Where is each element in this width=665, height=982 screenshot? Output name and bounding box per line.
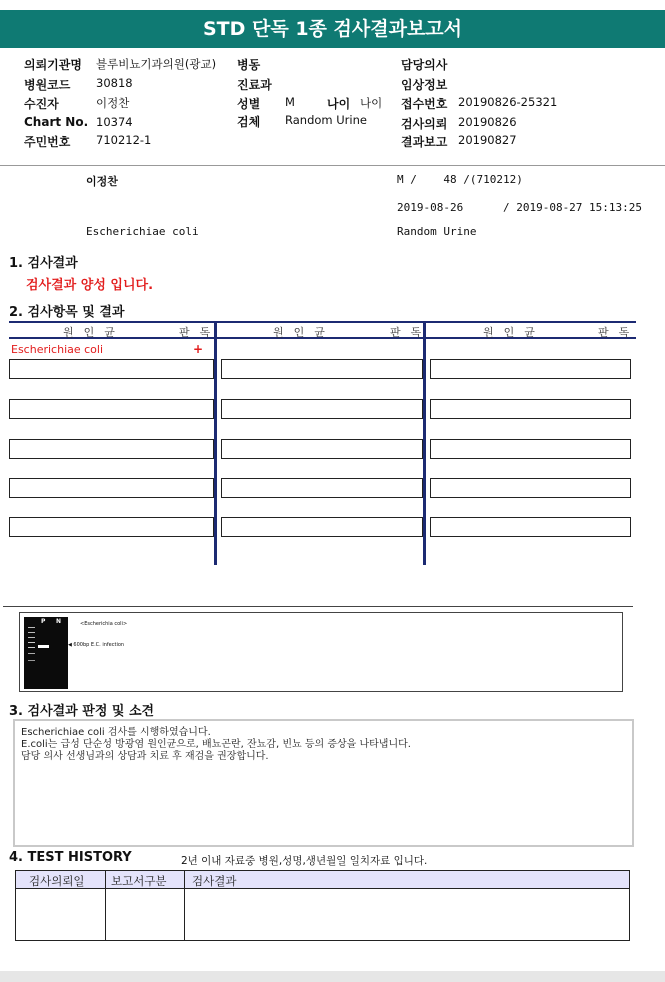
result-cell [9,517,214,537]
code-label: 병원코드 [24,78,71,92]
request-value: 20190826 [458,115,517,129]
patient-name-line: 이정찬 [86,175,118,188]
result-cell [221,478,423,498]
rrn-value: 710212-1 [96,133,152,147]
positive-band [38,645,49,648]
result-cell [221,399,423,419]
col-pathogen-header: 원인균 [63,326,125,339]
result-cell [9,359,214,379]
history-col-report-type: 보고서구분 [111,874,167,888]
col-pathogen-header: 원인균 [483,326,545,339]
col-judge-header: 판독 [598,326,640,339]
opinion-box [13,719,634,847]
age-value: 나이 [360,96,383,110]
chart-value: 10374 [96,115,133,129]
col-pathogen-header: 원인균 [273,326,335,339]
patient-sex-age: M / 48 /(710212) [397,173,523,186]
result-cell [9,478,214,498]
opinion-line: Escherichiae coli 검사를 시행하였습니다. [21,727,211,738]
rrn-label: 주민번호 [24,135,71,149]
page-footer [0,971,665,982]
result-cell [9,399,214,419]
column-divider [423,321,426,565]
result-cell [221,439,423,459]
report-value: 20190827 [458,133,517,147]
history-table [15,870,630,941]
code-value: 30818 [96,76,133,90]
lane-p-label: P [41,618,46,625]
receipt-value: 20190826-25321 [458,95,558,109]
col-judge-header: 판독 [179,326,221,339]
chart-label: Chart No. [24,115,89,129]
results-table [9,321,640,565]
sex-value: M [285,95,295,109]
dept-label: 진료과 [237,78,272,92]
history-col-result: 검사결과 [192,874,237,888]
result-cell [221,517,423,537]
patient-value: 이정찬 [96,96,130,110]
history-col-divider [184,871,185,940]
result-cell [430,359,631,379]
patient-info-block [0,48,665,166]
hospital-value: 블루비뇨기과의원(광교) [96,57,217,71]
result-cell [9,439,214,459]
result-cell [430,399,631,419]
specimen-label: 검체 [237,115,261,129]
lane-n-label: N [56,618,62,625]
opinion-line: E.coli는 급성 단순성 방광염 원인균으로, 배뇨곤란, 잔뇨감, 빈뇨 등의 증상을 나타냅니다. [21,739,411,750]
history-note: 2년 이내 자료중 병원,성명,생년월일 일치자료 입니다. [181,855,428,867]
table-top-rule [9,321,636,323]
section3-title: 3. 검사결과 판정 및 소견 [9,704,155,719]
age-label: 나이 [327,97,351,111]
section4-title: 4. TEST HISTORY [9,850,132,865]
result-cell [430,439,631,459]
history-col-request-date: 검사의뢰일 [29,874,85,888]
patient-specimen: Random Urine [397,225,477,238]
history-col-divider [105,871,106,940]
patient-dates: 2019-08-26 / 2019-08-27 15:13:25 [397,201,643,214]
gel-separator [3,606,633,607]
report-label: 결과보고 [401,135,448,149]
request-label: 검사의뢰 [401,117,448,131]
receipt-label: 접수번호 [401,97,448,111]
result-cell [221,359,423,379]
section2-title: 2. 검사항목 및 결과 [9,305,125,320]
positive-result: 검사결과 양성 입니다. [26,278,154,293]
history-header-row [16,871,629,889]
col-judge-header: 판독 [390,326,432,339]
gel-image-box [19,612,623,692]
gel-annotation: ◀ 600bp E.C. infection [68,642,125,648]
section1-title: 1. 검사결과 [9,256,78,271]
opinion-line: 담당 의사 선생님과의 상담과 치료 후 재검을 권장합니다. [21,751,269,762]
patient-organism: Escherichiae coli [86,225,199,238]
report-title: STD 단독 1종 검사결과보고서 [0,10,665,48]
column-divider [214,321,217,565]
result-positive-mark: + [193,342,204,356]
gel-title: <Escherichia coli> [80,621,128,627]
result-cell [430,517,631,537]
result-cell [430,478,631,498]
clinical-label: 임상정보 [401,78,448,92]
patient-label: 수진자 [24,97,59,111]
specimen-value: Random Urine [285,113,367,127]
result-organism: Escherichiae coli [11,343,104,356]
gel-electrophoresis-image [24,617,68,689]
sex-label: 성별 [237,97,261,111]
doctor-label: 담당의사 [401,58,448,72]
ward-label: 병동 [237,58,261,72]
hospital-label: 의뢰기관명 [24,58,82,72]
